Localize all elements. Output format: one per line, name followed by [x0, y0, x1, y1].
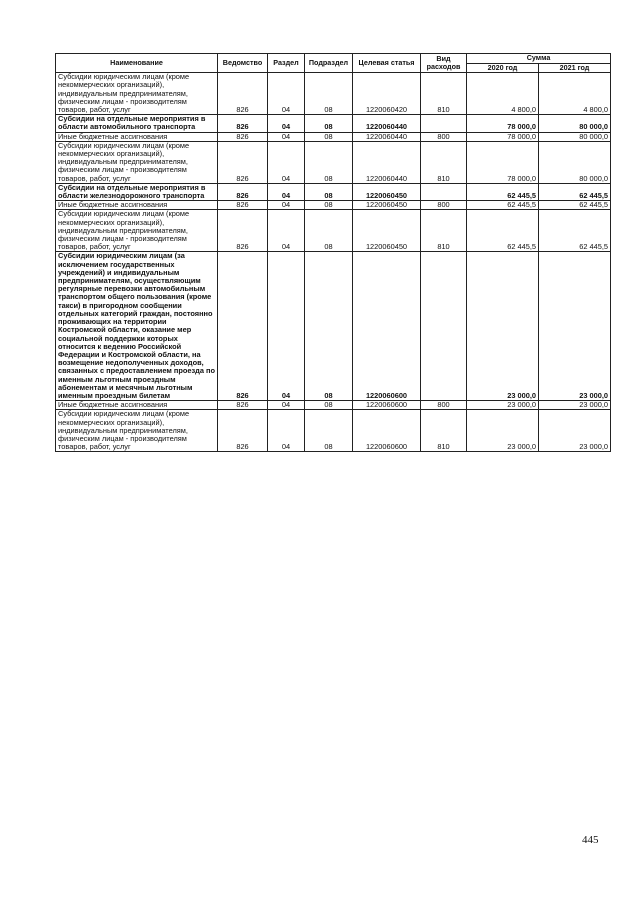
- cell-vedomstvo: 826: [218, 201, 268, 210]
- cell-name: Субсидии юридическим лицам (кроме некоммерческих организаций), индивидуальным предпринимателям, физическим лицам - производителям товаров, работ, услуг: [56, 410, 218, 452]
- cell-sum-2021: 23 000,0: [539, 252, 611, 401]
- cell-sum-2021: 62 445,5: [539, 201, 611, 210]
- cell-vid: [421, 252, 467, 401]
- cell-sum-2020: 23 000,0: [467, 401, 539, 410]
- cell-name: Субсидии на отдельные мероприятия в области железнодорожного транспорта: [56, 183, 218, 200]
- cell-statya: 1220060600: [353, 252, 421, 401]
- cell-statya: 1220060450: [353, 210, 421, 252]
- cell-sum-2021: 62 445,5: [539, 183, 611, 200]
- cell-sum-2020: 62 445,5: [467, 210, 539, 252]
- table-row: [56, 410, 611, 452]
- cell-name: Иные бюджетные ассигнования: [56, 401, 218, 410]
- cell-sum-2021: 4 800,0: [539, 73, 611, 115]
- cell-razdel: 04: [268, 210, 305, 252]
- cell-vedomstvo: 826: [218, 401, 268, 410]
- cell-podrazdel: 08: [305, 401, 353, 410]
- cell-vedomstvo: 826: [218, 210, 268, 252]
- cell-sum-2020: 4 800,0: [467, 73, 539, 115]
- cell-razdel: 04: [268, 252, 305, 401]
- cell-vid: 810: [421, 210, 467, 252]
- cell-razdel: 04: [268, 141, 305, 183]
- budget-table: [55, 53, 611, 452]
- cell-name: Субсидии юридическим лицам (кроме некоммерческих организаций), индивидуальным предпринимателям, физическим лицам - производителям товаров, работ, услуг: [56, 210, 218, 252]
- cell-sum-2020: 78 000,0: [467, 132, 539, 141]
- cell-razdel: 04: [268, 132, 305, 141]
- cell-sum-2020: 23 000,0: [467, 410, 539, 452]
- cell-vid: [421, 183, 467, 200]
- cell-vedomstvo: 826: [218, 252, 268, 401]
- cell-statya: 1220060450: [353, 183, 421, 200]
- header-vedomstvo: Ведомство: [218, 54, 268, 73]
- header-vid: Вид расходов: [421, 54, 467, 73]
- cell-sum-2021: 80 000,0: [539, 115, 611, 132]
- cell-sum-2020: 62 445,5: [467, 183, 539, 200]
- cell-statya: 1220060420: [353, 73, 421, 115]
- cell-podrazdel: 08: [305, 201, 353, 210]
- cell-vid: [421, 115, 467, 132]
- table-header: [56, 54, 611, 73]
- cell-sum-2020: 23 000,0: [467, 252, 539, 401]
- cell-name: Субсидии на отдельные мероприятия в области автомобильного транспорта: [56, 115, 218, 132]
- cell-statya: 1220060600: [353, 401, 421, 410]
- header-name: Наименование: [56, 54, 218, 73]
- cell-podrazdel: 08: [305, 252, 353, 401]
- cell-sum-2021: 23 000,0: [539, 401, 611, 410]
- cell-vedomstvo: 826: [218, 132, 268, 141]
- cell-vid: 800: [421, 132, 467, 141]
- cell-podrazdel: 08: [305, 73, 353, 115]
- cell-podrazdel: 08: [305, 410, 353, 452]
- cell-razdel: 04: [268, 201, 305, 210]
- cell-podrazdel: 08: [305, 115, 353, 132]
- cell-name: Иные бюджетные ассигнования: [56, 132, 218, 141]
- cell-statya: 1220060440: [353, 115, 421, 132]
- cell-podrazdel: 08: [305, 183, 353, 200]
- cell-name: Субсидии юридическим лицам (кроме некоммерческих организаций), индивидуальным предпринимателям, физическим лицам - производителям товаров, работ, услуг: [56, 141, 218, 183]
- table-row: [56, 141, 611, 183]
- header-summa: Сумма: [467, 54, 611, 64]
- cell-name: Субсидии юридическим лицам (кроме некоммерческих организаций), индивидуальным предпринимателям, физическим лицам - производителям товаров, работ, услуг: [56, 73, 218, 115]
- header-year-2020: 2020 год: [467, 64, 539, 73]
- header-podrazdel: Подраздел: [305, 54, 353, 73]
- page-number: 445: [582, 834, 599, 846]
- cell-sum-2021: 80 000,0: [539, 141, 611, 183]
- header-razdel: Раздел: [268, 54, 305, 73]
- cell-statya: 1220060600: [353, 410, 421, 452]
- table-body: [56, 73, 611, 452]
- cell-podrazdel: 08: [305, 132, 353, 141]
- cell-sum-2021: 23 000,0: [539, 410, 611, 452]
- cell-razdel: 04: [268, 115, 305, 132]
- cell-statya: 1220060450: [353, 201, 421, 210]
- table-row: [56, 183, 611, 200]
- cell-vedomstvo: 826: [218, 141, 268, 183]
- table-row: [56, 132, 611, 141]
- cell-sum-2020: 78 000,0: [467, 141, 539, 183]
- table-row: [56, 115, 611, 132]
- cell-statya: 1220060440: [353, 141, 421, 183]
- cell-sum-2020: 62 445,5: [467, 201, 539, 210]
- cell-razdel: 04: [268, 410, 305, 452]
- cell-vid: 800: [421, 401, 467, 410]
- cell-name: Иные бюджетные ассигнования: [56, 201, 218, 210]
- cell-sum-2021: 62 445,5: [539, 210, 611, 252]
- cell-sum-2020: 78 000,0: [467, 115, 539, 132]
- cell-vedomstvo: 826: [218, 115, 268, 132]
- cell-name: Субсидии юридическим лицам (за исключением государственных учреждений) и индивидуальным предпринимателям, осуществляющим регулярные перевозки автомобильным транспортом общего пользования (кроме такси) в пригородном сообщении отдельных категорий граждан, постоянно проживающих на территории Костромской области, оказание мер социальной поддержки которых относится к ведению Российской Федерации и Костромской области, на возмещение недополученных доходов, связанных с предоставлением проезда по именным льготным проездным абонементам и месячным льготным именным проездным билетам: [56, 252, 218, 401]
- table-row: [56, 210, 611, 252]
- cell-vid: 810: [421, 73, 467, 115]
- cell-sum-2021: 80 000,0: [539, 132, 611, 141]
- cell-vid: 810: [421, 141, 467, 183]
- cell-razdel: 04: [268, 73, 305, 115]
- table-row: [56, 252, 611, 401]
- cell-vid: 800: [421, 201, 467, 210]
- cell-vedomstvo: 826: [218, 410, 268, 452]
- cell-vid: 810: [421, 410, 467, 452]
- cell-podrazdel: 08: [305, 141, 353, 183]
- cell-razdel: 04: [268, 183, 305, 200]
- cell-razdel: 04: [268, 401, 305, 410]
- header-statya: Целевая статья: [353, 54, 421, 73]
- cell-podrazdel: 08: [305, 210, 353, 252]
- table-row: [56, 73, 611, 115]
- header-year-2021: 2021 год: [539, 64, 611, 73]
- cell-vedomstvo: 826: [218, 183, 268, 200]
- cell-statya: 1220060440: [353, 132, 421, 141]
- cell-vedomstvo: 826: [218, 73, 268, 115]
